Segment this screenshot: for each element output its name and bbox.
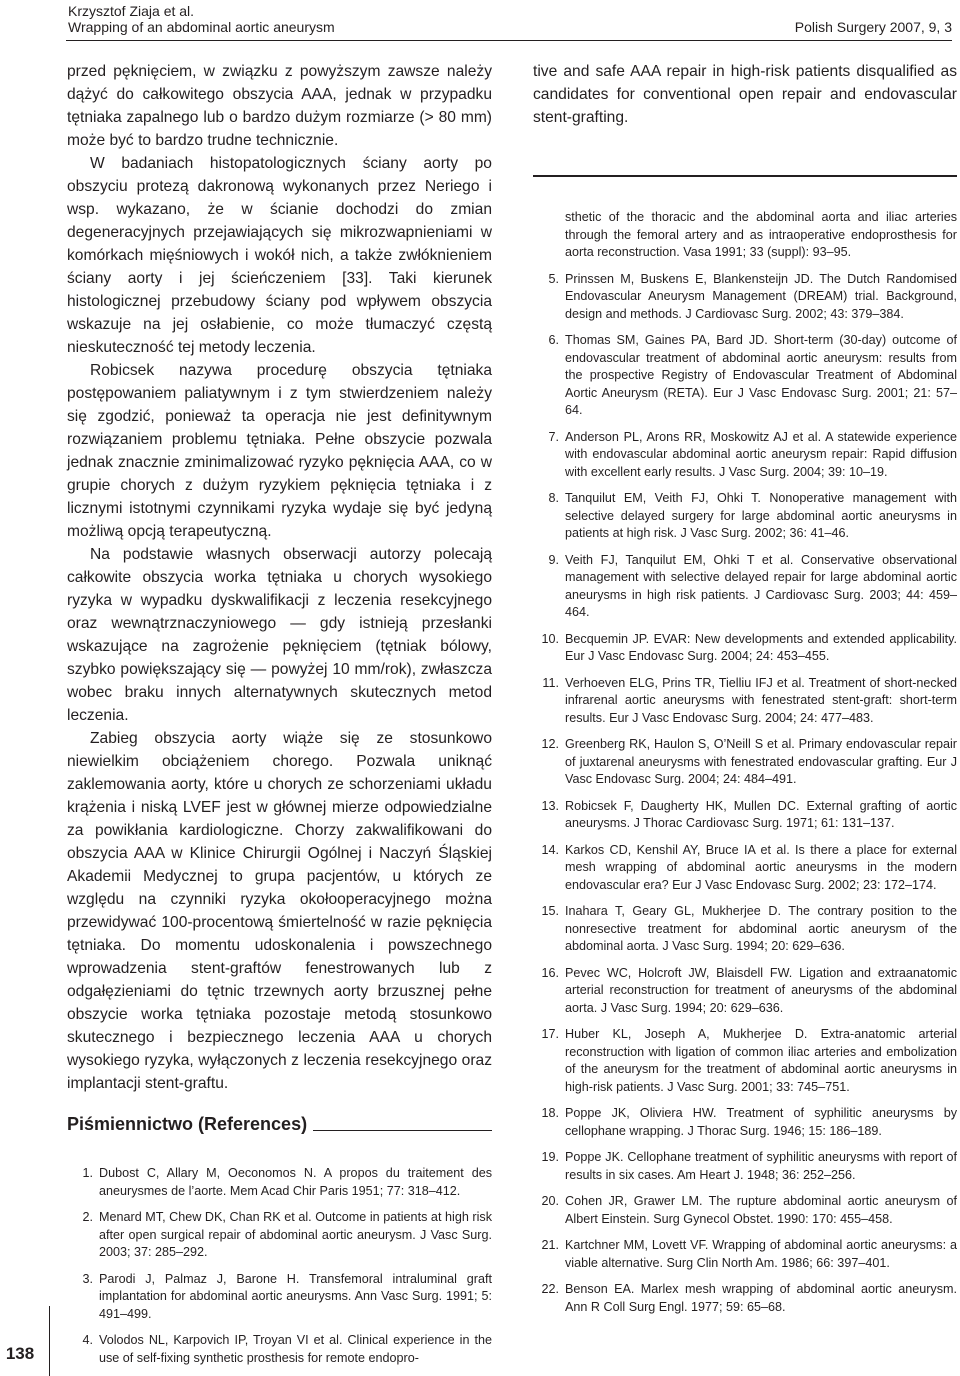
reference-item	[533, 552, 957, 622]
reference-number: 5.	[548, 271, 559, 286]
reference-item	[533, 429, 957, 482]
reference-text: Poppe JK. Cellophane treatment of syphilitic aneurysms with report of results in six cases. Am Heart J. 1948; 36: 252–256.	[565, 1150, 957, 1182]
reference-item	[533, 903, 957, 956]
reference-text: Tanquilut EM, Veith FJ, Ohki T. Nonoperative management with selective delayed surgery for large abdominal aortic aneurysms in patients at high risk. J Vasc Surg. 2002; 36: 41–46.	[565, 491, 957, 540]
header-journal: Polish Surgery 2007, 9, 3	[794, 19, 952, 35]
header-authors: Krzysztof Ziaja et al.	[68, 3, 195, 19]
reference-number: 16.	[541, 965, 559, 980]
reference-text: sthetic of the thoracic and the abdominal aorta and iliac arteries through the femoral artery and as intraoperative endoprosthesis for aorta reconstruction. Vasa 1991; 33 (suppl): 93–95.	[565, 210, 957, 259]
header-article-title: Wrapping of an abdominal aortic aneurysm	[68, 19, 335, 35]
reference-text: Thomas SM, Gaines PA, Bard JD. Short-term (30-day) outcome of endovascular treatment of abdominal aortic aneurysm: results from the prospective Registry of Endovascular Treatment of Abdominal Aortic Aneurysm (RETA). Eur J Vasc Endovasc Surg. 2001; 21: 57–64.	[565, 333, 957, 417]
reference-item	[67, 1209, 492, 1262]
reference-item	[533, 332, 957, 420]
reference-number: 20.	[541, 1194, 559, 1208]
reference-number: 21.	[541, 1238, 559, 1252]
reference-item	[533, 631, 957, 666]
reference-text: Becquemin JP. EVAR: New developments and extended applicability. Eur J Vasc Endovasc Surg. 2004; 24: 453–455.	[565, 631, 957, 663]
reference-text: Menard MT, Chew DK, Chan RK et al. Outcome in patients at high risk after open surgical repair of abdominal aortic aneurysm. J Vasc Surg. 2003; 37: 285–292.	[99, 1210, 492, 1259]
reference-number: 17.	[541, 1027, 559, 1041]
reference-number: 19.	[541, 1150, 559, 1164]
reference-item	[67, 1332, 492, 1367]
reference-item	[533, 736, 957, 789]
reference-item	[533, 675, 957, 728]
reference-item	[533, 1193, 957, 1228]
reference-text: Robicsek F, Daugherty HK, Mullen DC. External grafting of aortic aneurysms. J Thorac Cardiovasc Surg. 1971; 61: 131–137.	[565, 798, 957, 830]
reference-text: Karkos CD, Kenshil AY, Bruce IA et al. Is there a place for external mesh wrapping of abdominal aortic aneurysms in the modern endovascular era? Eur J Vasc Endovasc Surg. 2002; 23: 172–174.	[565, 842, 957, 892]
reference-number: 18.	[541, 1106, 559, 1120]
reference-text: Veith FJ, Tanquilut EM, Ohki T et al. Conservative observational management with selective delayed repair for large abdominal aortic aneurysms in high risk patients. J Cardiovasc Surg. 2003; 44: 459–464.	[565, 552, 957, 619]
reference-number: 10.	[541, 631, 559, 646]
reference-number: 22.	[541, 1282, 559, 1296]
reference-item	[67, 1165, 492, 1200]
reference-item	[533, 798, 957, 833]
right-column-top	[533, 60, 957, 177]
body-paragraph: W badaniach histopatologicznych ściany aorty po obszyciu protezą dakronową wykonanych przez Neriego i wsp. wykazano, że w ścianie dochodzi do zmian degeneracyjnych przejawiających się mikrozwapnieniami w komórkach mięśniowych i wokół nich, a także zwłóknieniem ściany aorty i jej ścieńczeniem [33]. Taki kierunek histologicznej przebudowy ściany pod wpływem obszycia wskazuje na jej osłabienie, co może tłumaczyć częstą nieskuteczność tej metody leczenia.	[67, 155, 492, 356]
body-paragraph: przed pęknięciem, w związku z powyższym zawsze należy dążyć do całkowitego obszycia AAA, jednak w przypadku tętniaka zapalnego lub o bardzo dużym rozmiarze (> 80 mm) może być to bardzo trudne technicznie.	[67, 63, 492, 149]
references-heading-rule	[313, 1130, 492, 1131]
reference-number: 12.	[541, 737, 559, 751]
reference-number: 13.	[541, 798, 559, 813]
reference-text: Cohen JR, Grawer LM. The rupture abdominal aortic aneurysm of Albert Einstein. Surg Gynecol Obstet. 1990: 170: 455–458.	[565, 1194, 957, 1226]
reference-text: Greenberg RK, Haulon S, O’Neill S et al. Primary endovascular repair of juxtarenal aneurysms with fenestrated endovascular grafting. Eur J Vasc Endovasc Surg. 2004; 24: 484–491.	[565, 737, 957, 786]
reference-text: Anderson PL, Arons RR, Moskowitz AJ et al. A statewide experience with endovascular abdominal aortic aneurysm repair: Rapid diffusion with excellent early results. J Vasc Surg. 2004; 39: 10–19.	[565, 429, 957, 479]
reference-number: 4.	[82, 1333, 93, 1347]
reference-text: Poppe JK, Oliviera HW. Treatment of syphilitic aneurysms by cellophane wrapping. J Thorac Surg. 1946; 15: 186–189.	[565, 1106, 957, 1138]
reference-number: 1.	[82, 1166, 93, 1180]
page-number: 138	[5, 1344, 35, 1363]
reference-text: Pevec WC, Holcroft JW, Blaisdell FW. Ligation and extraanatomic arterial reconstruction for treatment of aneurysms of the abdominal aorta. J Vasc Surg. 1994; 20: 629–636.	[565, 965, 957, 1015]
references-title: Piśmiennictwo (References)	[67, 1114, 308, 1134]
reference-item	[533, 1026, 957, 1096]
abstract-divider	[533, 175, 957, 177]
reference-text: Volodos NL, Karpovich IP, Troyan VI et al. Clinical experience in the use of self-fixing synthetic prosthesis for remote endopro-	[99, 1333, 492, 1365]
left-column	[67, 60, 492, 1095]
reference-number	[533, 209, 565, 262]
references-heading	[67, 1113, 492, 1135]
reference-item	[533, 1281, 957, 1316]
reference-number: 9.	[548, 552, 559, 567]
reference-number: 11.	[542, 675, 559, 690]
reference-text: Benson EA. Marlex mesh wrapping of abdominal aortic aneurysm. Ann R Coll Surg Engl. 1977; 59: 65–68.	[565, 1282, 957, 1314]
reference-text: Verhoeven ELG, Prins TR, Tielliu IFJ et al. Treatment of short-necked infrarenal aortic aneurysms with fenestrated stent-graft: short-term results. Eur J Vasc Endovasc Surg. 2004; 24: 477–483.	[565, 675, 957, 725]
reference-item	[533, 842, 957, 895]
reference-text: Kartchner MM, Lovett VF. Wrapping of abdominal aortic aneurysms: a viable alternative. Surg Clin North Am. 1986; 66: 397–401.	[565, 1238, 957, 1270]
reference-text: Huber KL, Joseph A, Mukherjee D. Extra-anatomic arterial reconstruction with ligation of common iliac arteries and embolization of the aneurysm for the treatment of abdominal aortic aneurysms in high-risk patients. J Vasc Surg. 2001; 33: 745–751.	[565, 1027, 957, 1094]
abstract-tail: tive and safe AAA repair in high-risk patients disqualified as candidates for conventional open repair and endovascular stent-grafting.	[533, 63, 957, 126]
reference-item	[533, 1149, 957, 1184]
reference-item	[533, 490, 957, 543]
reference-number: 14.	[541, 842, 559, 857]
reference-text: Parodi J, Palmaz J, Barone H. Transfemoral intraluminal graft implantation for abdominal aortic aneurysms. Ann Vasc Surg. 1991; 5: 491–499.	[99, 1271, 492, 1321]
body-paragraph: Zabieg obszycia aorty wiąże się ze stosunkowo niewielkim obciążeniem chorego. Pozwala uniknąć zaklemowania aorty, które u chorych ze schorzeniami układu krążenia i niską LVEF jest w głównej mierze odpowiedzialne za powikłania kardiologiczne. Chorzy zakwalifikowani do obszycia AAA w Klinice Chirurgii Ogólnej i Naczyń Śląskiej Akademii Medycznej to grupa pacjentów, u których ze względu na czynniki ryzyka okołooperacyjnego można przewidywać 100-procentową śmiertelność w razie pęknięcia tętniaka. Do momentu udoskonalenia i powszechnego wprowadzenia stent-graftów fenestrowanych lub z odgałęzieniami do tętnic trzewnych aorty brzusznej pełne obszycie worka tętniaka pozostaje metodą stosunkowo skutecznego i bezpiecznego leczenia AAA u chorych wysokiego ryzyka, wyłączonych z leczenia resekcyjnego oraz implantacji stent-graftu.	[67, 730, 492, 1092]
reference-number: 2.	[82, 1210, 93, 1224]
body-paragraph: Robicsek nazywa procedurę obszycia tętniaka postępowaniem paliatywnym i z tym stwierdzeniem należy się zgodzić, ponieważ ta operacja nie jest definitywnym rozwiązaniem problemu tętniaka. Pełne obszycie pozwala jednak znacznie zminimalizować ryzyko pęknięcia AAA, co w grupie chorych z dużym ryzykiem pęknięcia tętniaka i z licznymi istotnymi czynnikami ryzyka wydaje się być jedyną możliwą opcją terapeutyczną.	[67, 362, 492, 540]
reference-text: Dubost C, Allary M, Oeconomos N. A propos du traitement des aneurysmes de l’aorte. Mem Acad Chir Paris 1951; 77: 318–412.	[99, 1166, 492, 1198]
reference-number: 3.	[82, 1271, 93, 1286]
reference-item	[533, 1105, 957, 1140]
reference-item	[533, 965, 957, 1018]
reference-number: 7.	[548, 429, 559, 444]
reference-text: Prinssen M, Buskens E, Blankensteijn JD. The Dutch Randomised Endovascular Aneurysm Management (DREAM) trial. Background, design and methods. J Cardiovasc Surg. 2002; 43: 379–384.	[565, 271, 957, 321]
reference-number: 6.	[548, 333, 559, 347]
references-right	[533, 209, 957, 1325]
reference-number: 15.	[541, 904, 559, 918]
reference-item	[533, 1237, 957, 1272]
reference-item	[533, 209, 957, 262]
header-divider	[66, 40, 952, 41]
reference-item	[533, 271, 957, 324]
reference-number: 8.	[548, 491, 559, 505]
references-left	[67, 1165, 492, 1376]
reference-text: Inahara T, Geary GL, Mukherjee D. The contrary position to the nonresective treatment for abdominal aortic aneurysm of the abdominal aorta. J Vasc Surg. 1994; 20: 629–636.	[565, 904, 957, 953]
reference-item	[67, 1271, 492, 1324]
running-header-left	[68, 3, 335, 35]
body-paragraph: Na podstawie własnych obserwacji autorzy polecają całkowite obszycia worka tętniaka u chorych wysokiego ryzyka w wypadku dyskwalifikacji z leczenia resekcyjnego oraz wewnątrznaczyniowego — gdy istnieją przesłanki wskazujące na zagrożenie pęknięciem (tętniak bólowy, szybko powiększający się — powyżej 10 mm/rok), zwłaszcza wobec braku innych alternatywnych skutecznych metod leczenia.	[67, 546, 492, 724]
page-number-rule	[49, 1306, 50, 1376]
